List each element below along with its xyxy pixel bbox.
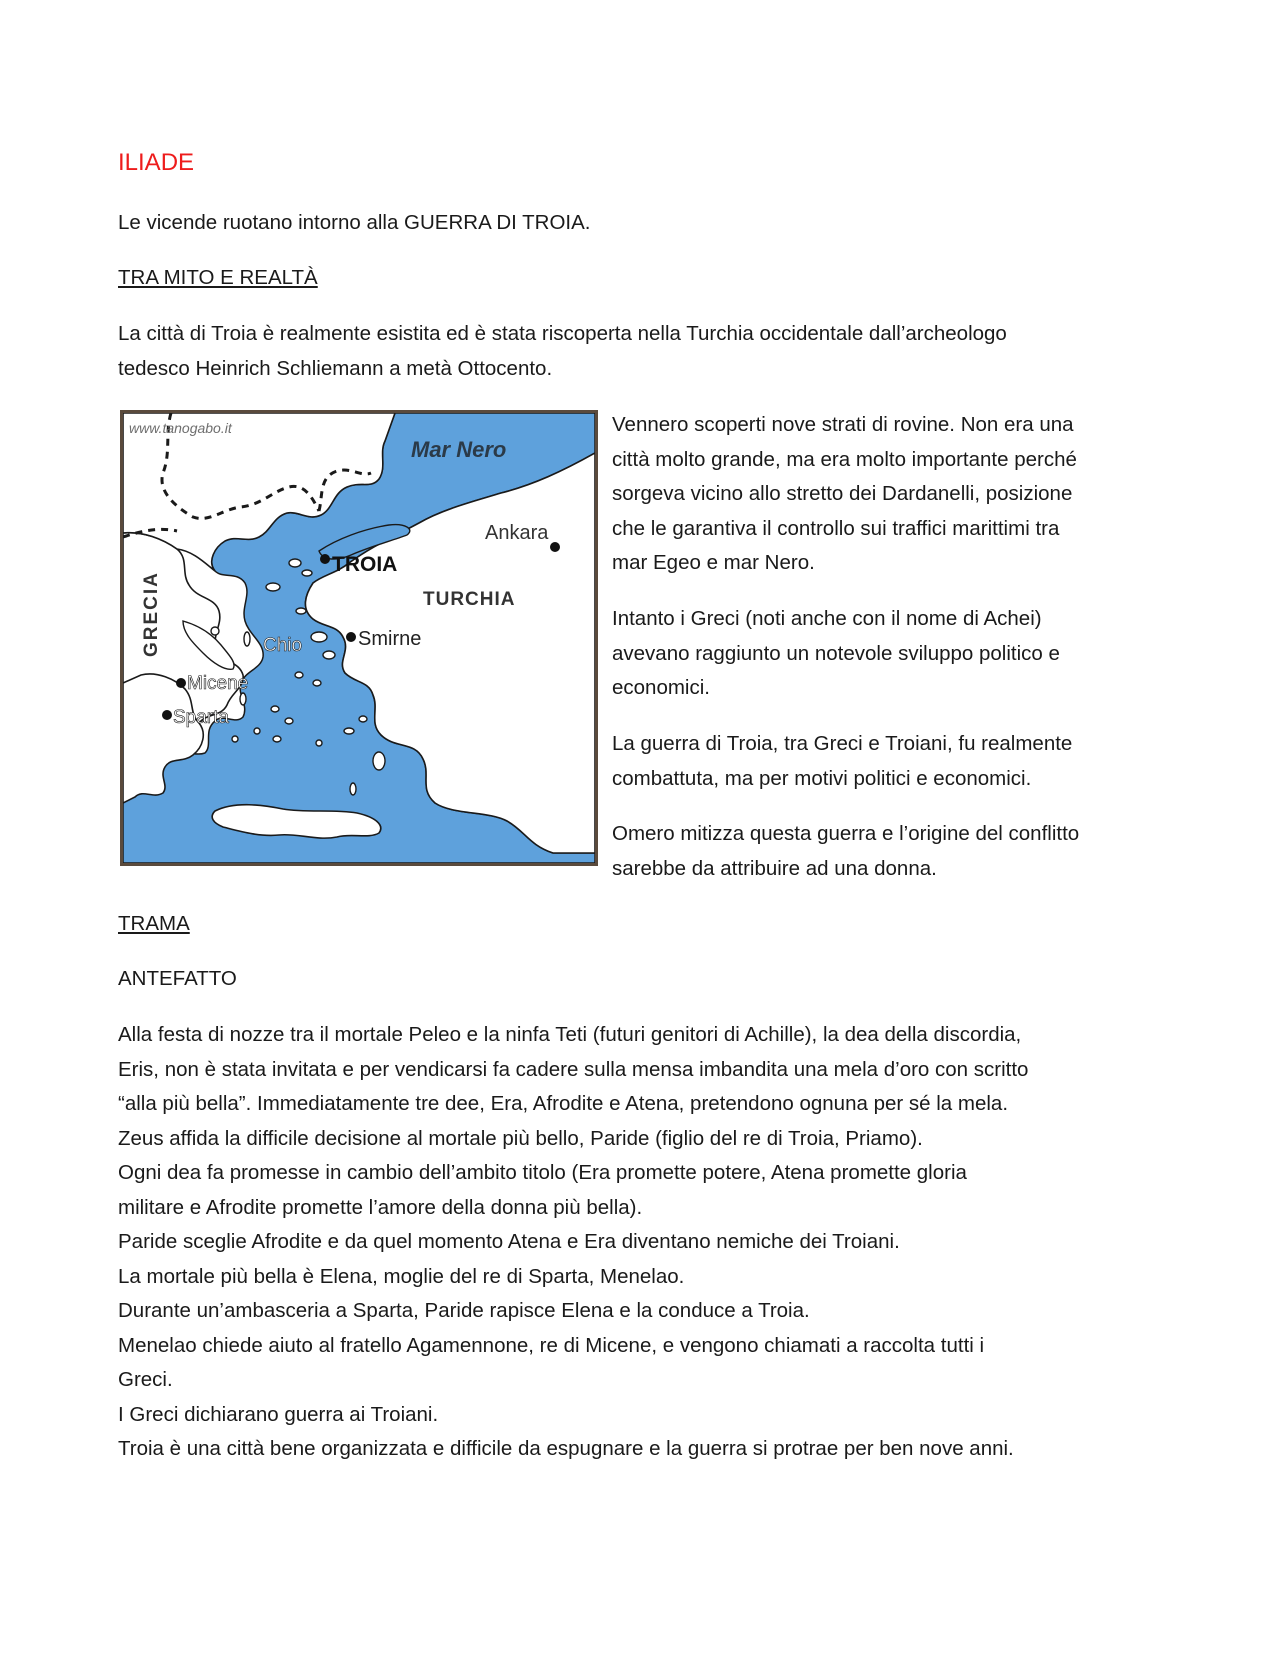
island xyxy=(211,627,219,635)
label-black-sea: Mar Nero xyxy=(411,437,507,462)
island xyxy=(266,583,280,591)
island xyxy=(296,608,306,614)
paragraph-line: combattuta, ma per motivi politici e economici. xyxy=(612,766,1032,790)
island xyxy=(254,728,260,734)
side-paragraph-homer xyxy=(612,817,1079,886)
paragraph-line: Zeus affida la difficile decisione al mortale più bello, Paride (figlio del re di Troia, Priamo). xyxy=(118,1126,923,1150)
paragraph-line: Menelao chiede aiuto al fratello Agamennone, re di Micene, e vengono chiamati a raccolta tutti i xyxy=(118,1333,985,1357)
paragraph-line: economici. xyxy=(612,676,710,699)
island xyxy=(373,752,385,770)
island xyxy=(316,740,322,746)
island xyxy=(323,651,335,659)
paragraph-line: La mortale più bella è Elena, moglie del re di Sparta, Menelao. xyxy=(118,1264,685,1288)
island xyxy=(344,728,354,734)
island xyxy=(311,632,327,642)
plot-paragraph xyxy=(118,1018,1028,1467)
paragraph-line: Ogni dea fa promesse in cambio dell’ambito titolo (Era promette potere, Atena promette gloria xyxy=(118,1161,967,1184)
paragraph-line: Intanto i Greci (noti anche con il nome di Achei) xyxy=(612,607,1042,630)
island xyxy=(285,718,293,724)
island xyxy=(350,783,356,795)
section-heading-plot: TRAMA xyxy=(118,912,190,935)
mycenae-marker-icon xyxy=(176,678,186,688)
paragraph-line: Greci. xyxy=(118,1368,173,1391)
smyrna-marker-icon xyxy=(346,632,356,642)
paragraph-line: Alla festa di nozze tra il mortale Peleo e la ninfa Teti (futuri genitori di Achille), la dea della discordia, xyxy=(118,1023,1022,1046)
label-turkey: TURCHIA xyxy=(423,589,516,610)
island xyxy=(271,706,279,712)
paragraph-line: che le garantiva il controllo sui traffici marittimi tra xyxy=(612,516,1060,540)
paragraph-line: I Greci dichiarano guerra ai Troiani. xyxy=(118,1402,439,1426)
paragraph-line: città molto grande, ma era molto importante perché xyxy=(612,447,1077,471)
label-sparta: Sparta xyxy=(173,707,229,728)
paragraph-line: avevano raggiunto un notevole sviluppo politico e xyxy=(612,641,1060,665)
paragraph-line: sorgeva vicino allo stretto dei Dardanelli, posizione xyxy=(612,482,1073,505)
island xyxy=(302,570,312,576)
label-ankara: Ankara xyxy=(485,522,549,544)
paragraph-line: Paride sceglie Afrodite e da quel momento Atena e Era diventano nemiche dei Troiani. xyxy=(118,1230,900,1253)
island xyxy=(244,632,250,646)
myth-reality-paragraph xyxy=(118,317,1007,386)
island xyxy=(313,680,321,686)
side-paragraph-war xyxy=(612,727,1072,796)
label-greece: GRECIA xyxy=(141,571,162,657)
label-smyrna: Smirne xyxy=(358,628,422,650)
section-heading-myth-reality: TRA MITO E REALTÀ xyxy=(118,266,318,289)
paragraph-line: mar Egeo e mar Nero. xyxy=(612,551,815,574)
paragraph-line: Omero mitizza questa guerra e l’origine del conflitto xyxy=(612,822,1080,845)
paragraph-line: tedesco Heinrich Schliemann a metà Ottocento. xyxy=(118,356,553,380)
island xyxy=(295,672,303,678)
aegean-map xyxy=(123,413,595,863)
intro-paragraph: Le vicende ruotano intorno alla GUERRA DI TROIA. xyxy=(118,211,591,234)
label-troy: TROIA xyxy=(332,553,398,576)
label-chios: Chio xyxy=(263,635,303,656)
ankara-marker-icon xyxy=(550,542,560,552)
paragraph-line: La città di Troia è realmente esistita ed è stata riscoperta nella Turchia occidentale dall’archeologo xyxy=(118,322,1007,345)
paragraph-line: militare e Afrodite promette l’amore della donna più bella). xyxy=(118,1195,643,1219)
side-paragraph-greeks xyxy=(612,602,1060,706)
island xyxy=(289,559,301,567)
document-title: ILIADE xyxy=(118,149,195,176)
paragraph-line: Vennero scoperti nove strati di rovine. Non era una xyxy=(612,413,1074,436)
troy-marker-icon xyxy=(320,554,330,564)
paragraph-line: sarebbe da attribuire ad una donna. xyxy=(612,856,937,880)
paragraph-line: Eris, non è stata invitata e per vendicarsi fa cadere sulla mensa imbandita una mela d’oro con scritto xyxy=(118,1057,1029,1081)
map-figure xyxy=(120,410,598,866)
paragraph-line: La guerra di Troia, tra Greci e Troiani, fu realmente xyxy=(612,732,1073,755)
sparta-marker-icon xyxy=(162,710,172,720)
section-subheading-background: ANTEFATTO xyxy=(118,967,237,990)
island xyxy=(273,736,281,742)
side-paragraph-discovery xyxy=(612,408,1077,581)
paragraph-line: Durante un’ambasceria a Sparta, Paride rapisce Elena e la conduce a Troia. xyxy=(118,1299,810,1322)
island xyxy=(240,693,246,705)
paragraph-line: Troia è una città bene organizzata e difficile da espugnare e la guerra si protrae per ben nove anni. xyxy=(118,1437,1014,1460)
island xyxy=(359,716,367,722)
paragraph-line: “alla più bella”. Immediatamente tre dee, Era, Afrodite e Atena, pretendono ognuna per sé la mela. xyxy=(118,1092,1009,1115)
map-watermark: www.tanogabo.it xyxy=(129,420,232,436)
island xyxy=(232,736,238,742)
label-mycenae: Micene xyxy=(187,673,249,694)
